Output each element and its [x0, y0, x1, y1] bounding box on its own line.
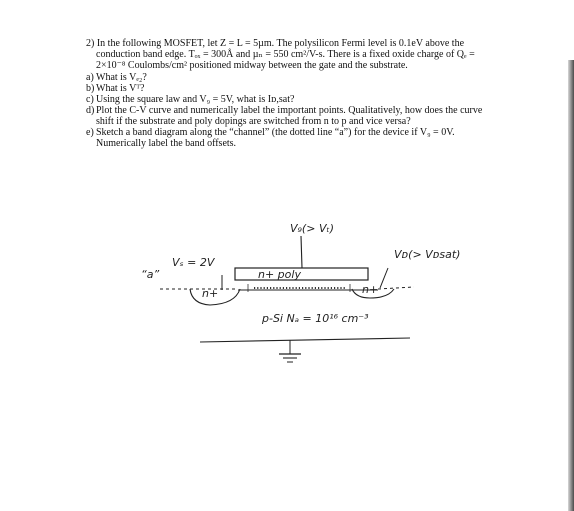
source-voltage-label: Vₛ = 2V: [172, 256, 215, 269]
part-text: Sketch a band diagram along the “channel” (the dotted line “a”) for the device if V₉ = 0V. Numerically label the band offsets.: [96, 127, 455, 149]
gate-voltage-label: V₉(> Vₜ): [290, 222, 334, 235]
part-label: c): [86, 94, 94, 105]
drain-voltage-label: Vᴅ(> Vᴅsat): [394, 248, 461, 261]
gate-material-label: n+ poly: [258, 268, 301, 281]
part-text: What is Vₑ₂?: [96, 72, 147, 83]
gate-poly: [235, 268, 368, 280]
channel-dotted-right: [378, 287, 414, 289]
source-region-label: n+: [202, 287, 219, 300]
channel-label: “a”: [141, 268, 160, 281]
part-label: a): [86, 72, 94, 83]
ground-icon: [279, 354, 301, 362]
part-text: Using the square law and V₉ = 5V, what is Iᴅ,sat?: [96, 94, 295, 105]
part-label: d): [86, 105, 95, 116]
substrate-label: p-Si Nₐ = 10¹⁶ cm⁻³: [262, 312, 369, 325]
part-text: Plot the C-V curve and numerically label the important points. Qualitatively, how does the curve shift if the substrate and poly dopings are switched from n to p and vice versa?: [96, 105, 483, 127]
drain-contact-wire: [380, 268, 388, 288]
part-text: What is Vᵀ?: [96, 83, 145, 94]
gate-contact-wire: [301, 236, 302, 268]
part-label: b): [86, 83, 95, 94]
substrate-bottom: [200, 338, 410, 342]
drain-region-label: n+: [362, 283, 379, 296]
part-label: e): [86, 127, 94, 138]
problem-lead: 2) In the following MOSFET, let Z = L = 5µm. The polysilicon Fermi level is 0.1eV above the conduction band edge. Tₒₓ = 300Å and µₙ = 550 cm²/V-s. There is a fixed oxide charge of Qₑ = 2×10⁻⁸ Coulombs/cm² positioned midway between the gate and the substrate.: [86, 38, 475, 71]
